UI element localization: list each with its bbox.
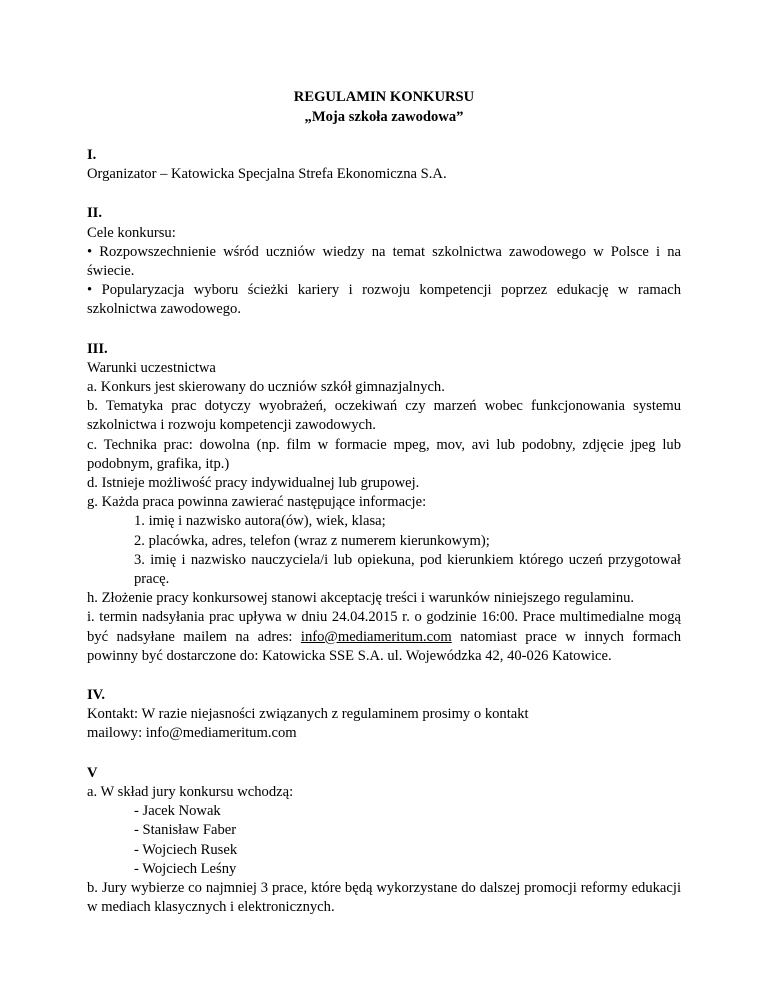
section-1-heading: I. — [87, 147, 97, 163]
section-5-heading: V — [87, 764, 98, 781]
section-5 — [87, 764, 681, 918]
condition-i-text-after: natomiast prace w innych formach powinny być dostarczone do: Katowicka SSE S.A. ul. Wojewódzka 42, 40-026 Katowice. — [87, 628, 681, 664]
section-3-heading: III. — [87, 340, 108, 357]
jury-member: - Wojciech Rusek — [134, 841, 238, 858]
section-3 — [87, 340, 681, 666]
email-link[interactable]: info@mediameritum.com — [300, 628, 452, 645]
jury-member: - Wojciech Leśny — [134, 860, 237, 877]
condition-d: d. Istnieje możliwość pracy indywidualnej lub grupowej. — [87, 475, 420, 492]
jury-intro: a. W skład jury konkursu wchodzą: — [87, 783, 294, 800]
condition-g-item-1: 1. imię i nazwisko autora(ów), wiek, klasa; — [134, 513, 386, 530]
section-2 — [87, 204, 681, 319]
goals-intro: Cele konkursu: — [87, 224, 176, 241]
contact-line-2: mailowy: info@mediameritum.com — [87, 725, 297, 742]
organizer-text: Organizator – Katowicka Specjalna Strefa Ekonomiczna S.A. — [87, 166, 447, 183]
section-4 — [87, 686, 681, 744]
section-4-heading: IV. — [87, 687, 105, 704]
condition-g-item-2: 2. placówka, adres, telefon (wraz z numerem kierunkowym); — [134, 532, 490, 549]
contact-line-1: Kontakt: W razie niejasności związanych z regulaminem prosimy o kontakt — [87, 706, 529, 723]
document-subtitle: „Moja szkoła zawodowa” — [304, 109, 464, 125]
conditions-intro: Warunki uczestnictwa — [87, 359, 216, 376]
document-page — [87, 87, 681, 917]
goal-bullet-1: • Rozpowszechnienie wśród uczniów wiedzy na temat szkolnictwa zawodowego w Polsce i na świecie. — [87, 243, 681, 280]
condition-i — [87, 608, 681, 666]
jury-selection: b. Jury wybierze co najmniej 3 prace, które będą wykorzystane do dalszej promocji reformy edukacji w mediach klasycznych i elektronicznych. — [87, 879, 681, 916]
jury-member: - Jacek Nowak — [134, 803, 221, 820]
section-2-heading: II. — [87, 205, 103, 222]
condition-a: a. Konkurs jest skierowany do uczniów szkół gimnazjalnych. — [87, 379, 445, 396]
title-block — [87, 87, 681, 127]
document-title: REGULAMIN KONKURSU — [293, 89, 475, 105]
condition-h: h. Złożenie pracy konkursowej stanowi akceptację treści i warunków niniejszego regulaminu. — [87, 590, 635, 607]
jury-member: - Stanisław Faber — [134, 822, 237, 839]
goal-bullet-2: • Popularyzacja wyboru ścieżki kariery i rozwoju kompetencji poprzez edukację w ramach szkolnictwa zawodowego. — [87, 282, 681, 318]
condition-i-text-before: i. termin nadsyłania prac upływa w dniu 24.04.2015 r. o godzinie 16:00. Prace multimedialne mogą być nadsyłane mailem na adres: — [87, 609, 681, 645]
condition-c: c. Technika prac: dowolna (np. film w formacie mpeg, mov, avi lub podobny, zdjęcie jpeg lub podobnym, grafika, itp.) — [87, 436, 681, 472]
section-1 — [87, 146, 681, 184]
condition-g: g. Każda praca powinna zawierać następujące informacje: — [87, 494, 427, 511]
condition-g-item-3: 3. imię i nazwisko nauczyciela/i lub opiekuna, pod kierunkiem którego uczeń przygotował pracę. — [134, 551, 681, 588]
condition-b: b. Tematyka prac dotyczy wyobrażeń, oczekiwań czy marzeń wobec funkcjonowania systemu szkolnictwa i rozwoju kompetencji zawodowych. — [87, 398, 681, 434]
